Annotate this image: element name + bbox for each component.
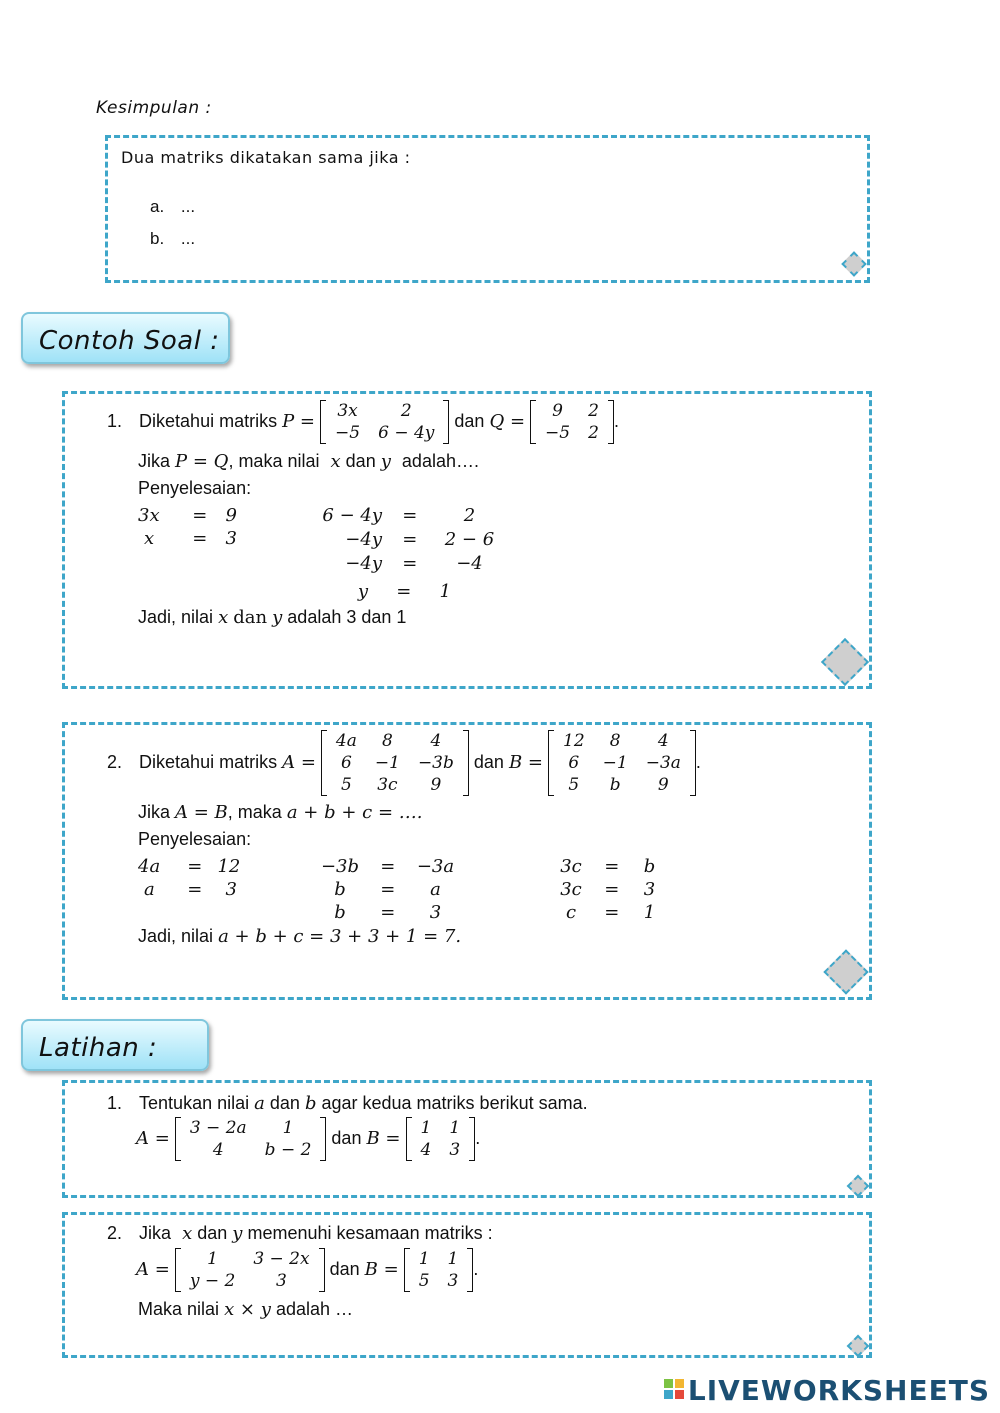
text: dan	[197, 1223, 228, 1243]
matrix-cell: 2	[588, 423, 599, 443]
math: x	[182, 1223, 193, 1244]
eq-sign: =	[380, 902, 396, 923]
period: .	[695, 751, 701, 772]
text: adalah….	[401, 451, 479, 471]
penyelesaian-label: Penyelesaian:	[138, 478, 252, 498]
eq-sign: =	[187, 879, 203, 900]
math: a + b + c = ….	[286, 802, 423, 823]
eq-rhs: 1	[439, 581, 451, 602]
math: y	[272, 607, 283, 628]
matrix-cell: y − 2	[189, 1271, 236, 1291]
latihan2-ask	[138, 1299, 353, 1320]
item-marker: a.	[150, 197, 165, 216]
matrix-Q	[530, 400, 614, 444]
eq-sign: =	[396, 581, 412, 602]
matrix-cell: 8	[381, 731, 393, 751]
connector-text: dan	[331, 1127, 362, 1148]
matrix-cell: 6 − 4y	[378, 423, 435, 443]
matrix-cell: 4	[657, 731, 669, 751]
matrix-cell: 5	[418, 1271, 430, 1291]
matrix-cell: 3	[447, 1271, 459, 1291]
contoh2-question	[107, 730, 701, 796]
question-number: 2.	[107, 1223, 123, 1243]
kesimpulan-heading: Kesimpulan :	[96, 98, 212, 118]
eq-sign: =	[604, 902, 620, 923]
matrix-cell: 2	[588, 401, 599, 421]
matrix-name: Q =	[489, 410, 526, 432]
penyelesaian-label: Penyelesaian:	[138, 829, 252, 849]
eq-lhs: 4a	[138, 856, 161, 877]
eq-rhs: 1	[643, 902, 656, 923]
text: , maka nilai	[228, 451, 320, 471]
eq-lhs: −3b	[320, 856, 360, 877]
math: x	[218, 607, 229, 628]
math: y	[232, 1223, 243, 1244]
eq-lhs: −4y	[345, 529, 382, 550]
liveworksheets-logo-icon	[664, 1379, 684, 1399]
equation-row	[138, 856, 240, 877]
eq-sign: =	[380, 879, 396, 900]
text: memenuhi kesamaan matriks :	[247, 1223, 493, 1243]
matrix-cell: 9	[552, 401, 563, 421]
question-number: 2.	[107, 751, 123, 772]
connector-text: dan	[473, 751, 504, 772]
text: agar kedua matriks berikut sama.	[321, 1093, 588, 1113]
matrix-cell: b − 2	[264, 1140, 312, 1160]
matrix-B	[406, 1117, 476, 1161]
eq-lhs: y	[357, 581, 368, 602]
liveworksheets-logo	[664, 1374, 990, 1407]
matrix-cell: 1	[207, 1249, 218, 1269]
eq-rhs: 9	[225, 505, 237, 526]
matrix-cell: −1	[602, 753, 628, 773]
eq-sign: =	[192, 505, 208, 526]
answer-blank[interactable]: ...	[180, 229, 196, 248]
matrix-cell: 3	[449, 1140, 461, 1160]
eq-sign: =	[380, 856, 396, 877]
text: , maka	[227, 802, 282, 822]
math: b	[304, 1093, 317, 1114]
latihan-label	[21, 1019, 209, 1071]
matrix-B	[404, 1248, 474, 1292]
text: Jadi, nilai	[138, 607, 214, 627]
matrix-B	[548, 730, 696, 796]
connector-text: dan	[329, 1258, 360, 1279]
equation-row	[558, 856, 659, 877]
matrix-name: B =	[508, 751, 543, 773]
eq-sign: =	[402, 529, 418, 550]
eq-lhs: 3c	[560, 856, 582, 877]
item-marker: b.	[150, 229, 165, 248]
equation-row	[318, 553, 501, 574]
eq-sign: =	[187, 856, 203, 877]
contoh1-condition	[138, 451, 479, 472]
contoh-soal-title: Contoh Soal :	[39, 326, 220, 356]
matrix-cell: 3 − 2a	[189, 1118, 247, 1138]
equation-row	[318, 505, 501, 526]
matrix-cell: 5	[340, 775, 352, 795]
equation-row	[138, 505, 237, 526]
matrix-cell: 3c	[377, 775, 398, 795]
equation-row	[318, 879, 457, 900]
eq-lhs: c	[565, 902, 577, 923]
eq-sign: =	[604, 879, 620, 900]
text: Tentukan nilai	[139, 1093, 250, 1113]
matrix-cell: 4	[430, 731, 442, 751]
text: adalah …	[275, 1299, 353, 1319]
matrix-cell: 6	[340, 753, 352, 773]
kesimpulan-item	[150, 197, 195, 217]
eq-sign: =	[192, 528, 208, 549]
eq-rhs: 2 − 6	[444, 529, 495, 550]
logo-text: LIVEWORKSHEETS	[687, 1374, 990, 1407]
equation-row	[558, 902, 659, 923]
matrix-cell: 5	[568, 775, 580, 795]
math: x × y	[224, 1299, 271, 1320]
eq-rhs: 3	[643, 879, 656, 900]
matrix-cell: 9	[430, 775, 442, 795]
contoh1-question	[107, 400, 619, 444]
latihan1-matrices	[136, 1117, 480, 1161]
equation-row	[318, 529, 501, 550]
contoh2-condition	[138, 802, 422, 823]
matrix-cell: 1	[418, 1249, 430, 1269]
matrix-cell: 3 − 2x	[253, 1249, 310, 1269]
math: y	[380, 451, 391, 472]
eq-lhs: b	[334, 902, 346, 923]
equation-row	[144, 879, 237, 900]
contoh1-conclusion	[138, 607, 406, 628]
eq-lhs: b	[334, 879, 346, 900]
eq-rhs: a	[430, 879, 441, 900]
matrix-cell: 1	[447, 1249, 459, 1269]
matrix-cell: 3	[276, 1271, 287, 1291]
text: dan	[233, 607, 268, 628]
matrix-cell: 2	[400, 401, 412, 421]
matrix-cell: 9	[657, 775, 669, 795]
matrix-name: B =	[366, 1127, 401, 1149]
contoh2-conclusion	[138, 926, 461, 947]
math: a	[254, 1093, 265, 1114]
text: Jika	[139, 1223, 172, 1243]
latihan2-matrices	[136, 1248, 478, 1292]
eq-rhs: 12	[217, 856, 241, 877]
math: x	[330, 451, 341, 472]
text: adalah 3 dan 1	[287, 607, 407, 627]
text: dan	[345, 451, 376, 471]
eq-lhs: a	[144, 879, 155, 900]
matrix-cell: 1	[282, 1118, 294, 1138]
equation-row	[558, 879, 659, 900]
matrix-name: B =	[364, 1258, 399, 1280]
eq-lhs: 3x	[138, 505, 160, 526]
text: Jadi, nilai	[138, 926, 214, 946]
eq-rhs: 3	[225, 528, 237, 549]
matrix-cell: 4	[420, 1140, 432, 1160]
equation-row	[318, 902, 457, 923]
matrix-cell: b	[609, 775, 621, 795]
period: .	[473, 1258, 479, 1279]
math: P = Q	[175, 451, 229, 472]
latihan2-question	[107, 1223, 493, 1244]
question-number: 1.	[107, 1093, 123, 1113]
matrix-name: A =	[136, 1258, 170, 1280]
eq-rhs: 2	[463, 505, 476, 526]
matrix-cell: 6	[568, 753, 580, 773]
contoh-soal-label	[21, 312, 230, 364]
eq-lhs: −4y	[345, 553, 382, 574]
equation-row	[318, 581, 469, 602]
matrix-cell: 1	[420, 1118, 432, 1138]
kesimpulan-item	[150, 229, 195, 249]
matrix-cell: −5	[545, 423, 571, 443]
text: Jika	[138, 451, 171, 471]
matrix-cell: −1	[374, 753, 400, 773]
eq-lhs: x	[144, 528, 155, 549]
connector-text: dan	[454, 410, 485, 431]
text: Maka nilai	[138, 1299, 220, 1319]
matrix-name: A =	[282, 751, 316, 773]
matrix-A	[175, 1117, 327, 1161]
matrix-cell: −3b	[417, 753, 454, 773]
equation-row	[144, 528, 237, 549]
matrix-A	[321, 730, 469, 796]
matrix-cell: 12	[563, 731, 585, 751]
matrix-cell: 3x	[337, 401, 358, 421]
eq-lhs: 3c	[560, 879, 582, 900]
matrix-P	[320, 400, 449, 444]
matrix-cell: −3a	[645, 753, 681, 773]
text: Jika	[138, 802, 171, 822]
period: .	[475, 1127, 481, 1148]
matrix-cell: 4	[212, 1140, 224, 1160]
eq-rhs: −3a	[416, 856, 455, 877]
matrix-cell: 1	[449, 1118, 461, 1138]
latihan1-question	[107, 1093, 588, 1114]
text: dan	[269, 1093, 300, 1113]
kesimpulan-intro: Dua matriks dikatakan sama jika :	[121, 148, 411, 167]
latihan-title: Latihan :	[39, 1033, 158, 1063]
eq-rhs: −4	[456, 553, 483, 574]
eq-rhs: 3	[225, 879, 237, 900]
eq-rhs: 3	[429, 902, 442, 923]
question-lead: Diketahui matriks	[139, 410, 278, 431]
eq-rhs: b	[643, 856, 656, 877]
matrix-cell: 8	[609, 731, 621, 751]
matrix-cell: −5	[335, 423, 361, 443]
question-lead: Diketahui matriks	[139, 751, 278, 772]
eq-sign: =	[604, 856, 620, 877]
matrix-name: P =	[282, 410, 316, 432]
matrix-cell: 4a	[335, 731, 357, 751]
eq-sign: =	[402, 553, 418, 574]
eq-lhs: 6 − 4y	[322, 505, 382, 526]
question-number: 1.	[107, 410, 123, 431]
math: a + b + c = 3 + 3 + 1 = 7.	[218, 926, 462, 947]
matrix-A	[175, 1248, 325, 1292]
eq-sign: =	[402, 505, 418, 526]
equation-row	[318, 856, 457, 877]
answer-blank[interactable]: ...	[180, 197, 196, 216]
matrix-name: A =	[136, 1127, 170, 1149]
period: .	[613, 410, 619, 431]
math: A = B	[175, 802, 228, 823]
